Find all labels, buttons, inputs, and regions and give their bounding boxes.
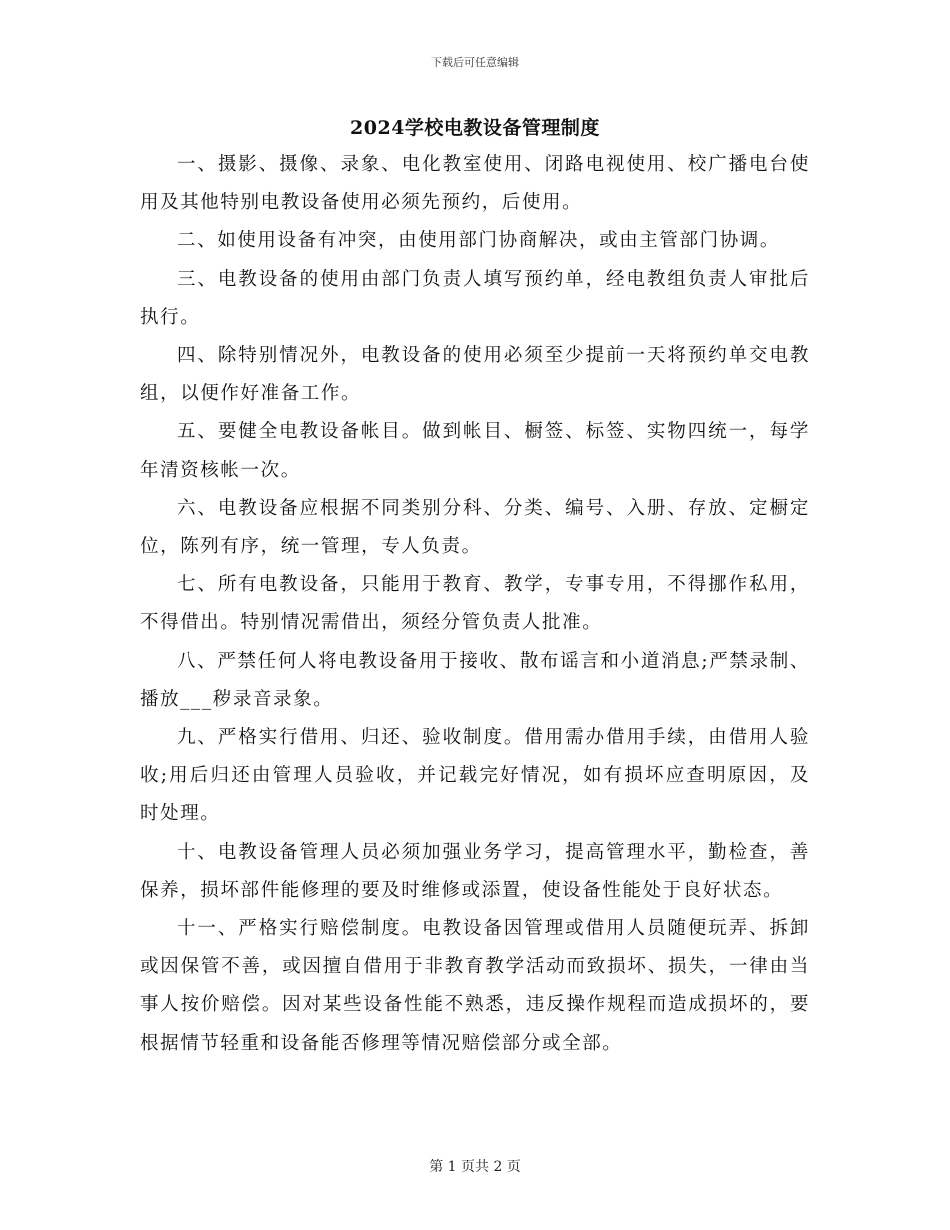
document-body [140, 146, 810, 1063]
paragraph-9: 九、严格实行借用、归还、验收制度。借用需办借用手续，由借用人验收;用后归还由管理人员验收，并记载完好情况，如有损坏应查明原因，及时处理。 [140, 727, 810, 825]
document-title: 2024学校电教设备管理制度 [350, 117, 600, 139]
paragraph-2: 二、如使用设备有冲突，由使用部门协商解决，或由主管部门协调。 [177, 230, 781, 252]
paragraph-7: 七、所有电教设备，只能用于教育、教学，专事专用，不得挪作私用，不得借出。特别情况需借出，须经分管负责人批准。 [140, 574, 810, 634]
paragraph-4: 四、除特别情况外，电教设备的使用必须至少提前一天将预约单交电教组，以便作好准备工作。 [140, 345, 810, 405]
paragraph-5: 五、要健全电教设备帐目。做到帐目、橱签、标签、实物四统一，每学年清资核帐一次。 [140, 421, 810, 481]
header-note: 下载后可任意编辑 [431, 56, 519, 69]
paragraph-8: 八、严禁任何人将电教设备用于接收、散布谣言和小道消息;严禁录制、播放___秽录音录象。 [140, 650, 810, 710]
paragraph-1: 一、摄影、摄像、录象、电化教室使用、闭路电视使用、校广播电台使用及其他特别电教设备使用必须先预约，后使用。 [140, 154, 810, 214]
paragraph-10: 十、电教设备管理人员必须加强业务学习，提高管理水平，勤检查，善保养，损坏部件能修理的要及时维修或添置，使设备性能处于良好状态。 [140, 841, 810, 901]
paragraph-6: 六、电教设备应根据不同类别分科、分类、编号、入册、存放、定橱定位，陈列有序，统一管理，专人负责。 [140, 497, 810, 558]
paragraph-3: 三、电教设备的使用由部门负责人填写预约单，经电教组负责人审批后执行。 [140, 268, 810, 328]
paragraph-11: 十一、严格实行赔偿制度。电教设备因管理或借用人员随便玩弄、拆卸或因保管不善，或因擅自借用于非教育教学活动而致损坏、损失，一律由当事人按价赔偿。因对某些设备性能不熟悉，违反操作规程而造成损坏的，要根据情节轻重和设备能否修理等情况赔偿部分或全部。 [140, 918, 810, 1054]
page-number-footer: 第 1 页共 2 页 [429, 1159, 521, 1175]
